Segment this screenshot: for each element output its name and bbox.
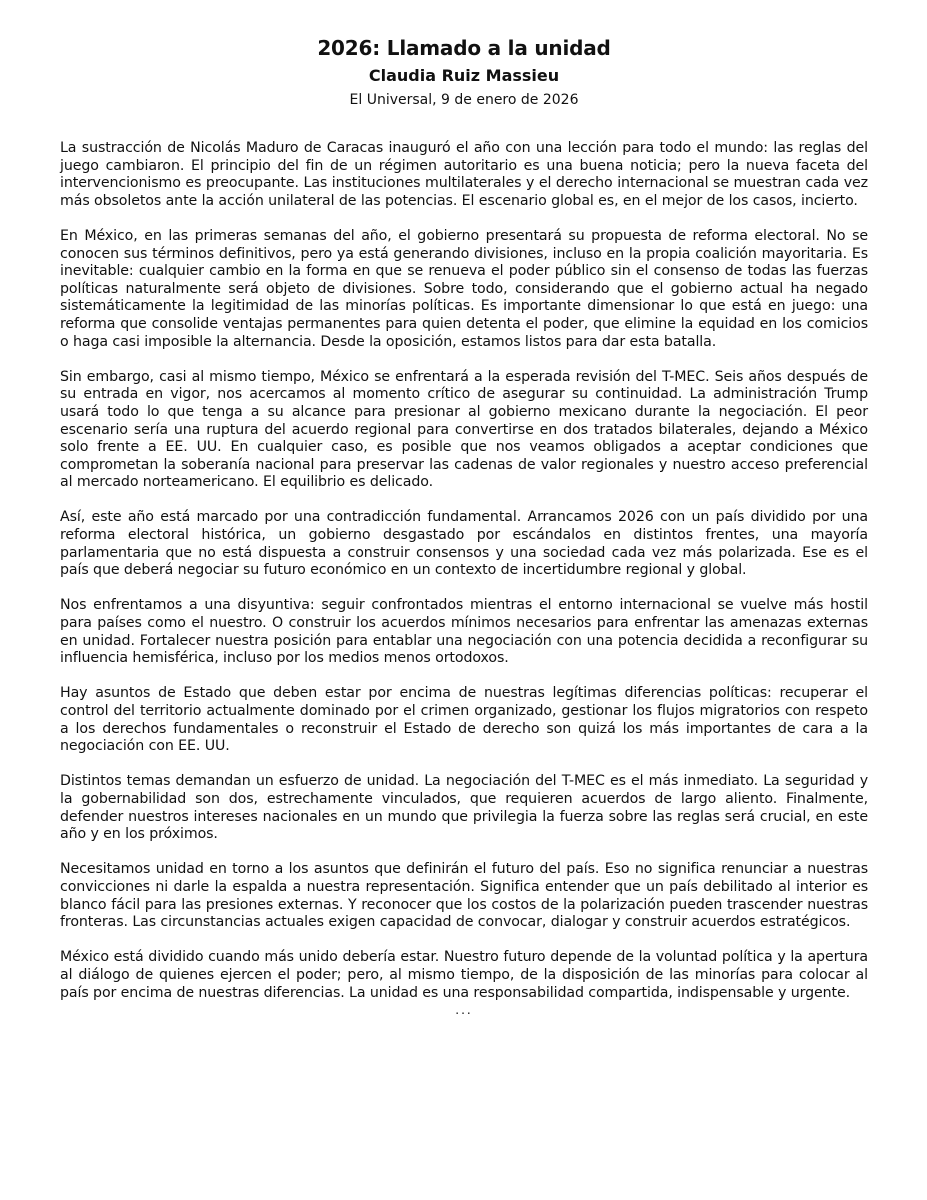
paragraph: Así, este año está marcado por una contradicción fundamental. Arrancamos 2026 con un país dividido por una reforma electoral histórica, un gobierno desgastado por escándalos en distintos frentes, una mayoría parlamentaria que no está dispuesta a construir consensos y una sociedad cada vez más polarizada. Ese es el país que deberá negociar su futuro económico en un contexto de incertidumbre regional y global. [60,509,868,579]
paragraph: En México, en las primeras semanas del año, el gobierno presentará su propuesta de reforma electoral. No se conocen sus términos definitivos, pero ya está generando divisiones, incluso en la propia coalición mayoritaria. Es inevitable: cualquier cambio en la forma en que se renueva el poder público sin el consenso de todas las fuerzas políticas naturalmente será objeto de divisiones. Sobre todo, considerando que el gobierno actual ha negado sistemáticamente la legitimidad de las minorías políticas. Es importante dimensionar lo que está en juego: una reforma que consolide ventajas permanentes para quien detenta el poder, que elimine la equidad en los comicios o haga casi imposible la alternancia. Desde la oposición, estamos listos para dar esta batalla. [60,227,868,350]
paragraph: Sin embargo, casi al mismo tiempo, México se enfrentará a la esperada revisión del T-MEC. Seis años después de su entrada en vigor, nos acercamos al momento crítico de asegurar su continuidad. La administración Trump usará todo lo que tenga a su alcance para presionar al gobierno mexicano durante la negociación. El peor escenario sería una ruptura del acuerdo regional para convertirse en dos tratados bilaterales, dejando a México solo frente a EE. UU. En cualquier caso, es posible que nos veamos obligados a aceptar condiciones que comprometan la soberanía nacional para preservar las cadenas de valor regionales y nuestro acceso preferencial al mercado norteamericano. El equilibrio es delicado. [60,368,868,491]
article-title: 2026: Llamado a la unidad [317,36,611,60]
end-ellipsis: ... [455,1003,473,1018]
article-body [60,140,868,1002]
article-source: El Universal, 9 de enero de 2026 [349,92,579,108]
paragraph: Nos enfrentamos a una disyuntiva: seguir confrontados mientras el entorno internacional se vuelve más hostil para países como el nuestro. O construir los acuerdos mínimos necesarios para enfrentar las amenazas externas en unidad. Fortalecer nuestra posición para entablar una negociación con una potencia decidida a reconfigurar su influencia hemisférica, incluso por los medios menos ortodoxos. [60,597,868,667]
paragraph: La sustracción de Nicolás Maduro de Caracas inauguró el año con una lección para todo el mundo: las reglas del juego cambiaron. El principio del fin de un régimen autoritario es una buena noticia; pero la nueva faceta del intervencionismo es preocupante. Las instituciones multilaterales y el derecho internacional se muestran cada vez más obsoletos ante la acción unilateral de las potencias. El escenario global es, en el mejor de los casos, incierto. [60,140,868,209]
article [60,34,868,1016]
paragraph: Hay asuntos de Estado que deben estar por encima de nuestras legítimas diferencias políticas: recuperar el control del territorio actualmente dominado por el crimen organizado, gestionar los flujos migratorios con respeto a los derechos fundamentales o reconstruir el Estado de derecho son quizá los más importantes de cara a la negociación con EE. UU. [60,685,868,755]
paragraph: Distintos temas demandan un esfuerzo de unidad. La negociación del T-MEC es el más inmediato. La seguridad y la gobernabilidad son dos, estrechamente vinculados, que requieren acuerdos de largo aliento. Finalmente, defender nuestros intereses nacionales en un mundo que privilegia la fuerza sobre las reglas será crucial, en este año y en los próximos. [60,773,868,843]
article-author: Claudia Ruiz Massieu [368,66,560,85]
paragraph: Necesitamos unidad en torno a los asuntos que definirán el futuro del país. Eso no significa renunciar a nuestras convicciones ni darle la espalda a nuestra representación. Significa entender que un país debilitado al interior es blanco fácil para las presiones externas. Y reconocer que los costos de la polarización pueden trascender nuestras fronteras. Las circunstancias actuales exigen capacidad de convocar, dialogar y construir acuerdos estratégicos. [60,861,868,931]
paragraph: México está dividido cuando más unido debería estar. Nuestro futuro depende de la voluntad política y la apertura al diálogo de quienes ejercen el poder; pero, al mismo tiempo, de la disposición de las minorías para colocar al país por encima de nuestras diferencias. La unidad es una responsabilidad compartida, indispensable y urgente. [60,949,868,1001]
article-header [60,34,868,110]
